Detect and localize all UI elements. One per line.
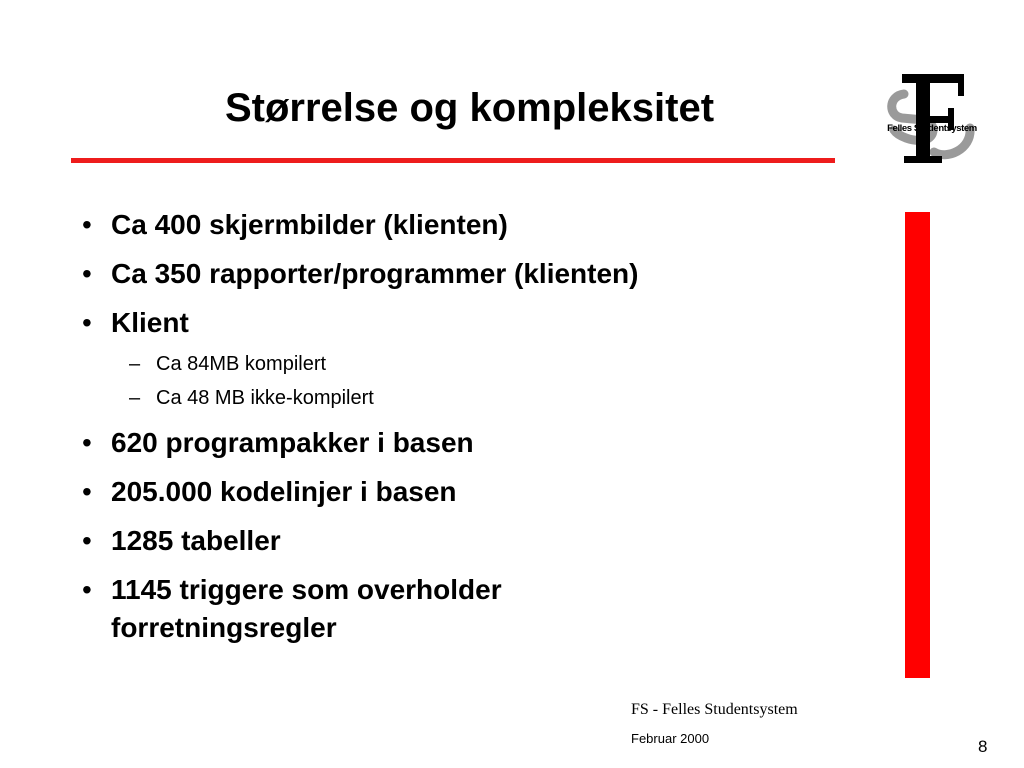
footer-date: Februar 2000: [631, 731, 710, 746]
bullet-item: [76, 473, 876, 511]
bullet-item: [76, 571, 631, 647]
bullet-item: [76, 255, 876, 293]
sub-bullet-item: [111, 383, 876, 413]
sub-bullet-list: [111, 349, 876, 413]
fs-logo-icon: [884, 72, 980, 168]
bullet-dot-icon: •: [82, 209, 92, 240]
sub-bullet-item: [111, 349, 876, 379]
bullet-text: Ca 350 rapporter/programmer (klienten): [111, 258, 639, 289]
page-number: 8: [978, 737, 988, 756]
bullet-item: [76, 304, 876, 413]
sub-bullet-text: Ca 84MB kompilert: [156, 353, 327, 375]
bullet-dot-icon: •: [82, 476, 92, 507]
bullet-item: [76, 522, 876, 560]
bullet-list: [76, 206, 876, 658]
bullet-text: 1145 triggere som overholder forretningsregler: [111, 574, 502, 643]
bullet-dot-icon: •: [82, 525, 92, 556]
bullet-item: [76, 424, 876, 462]
bullet-dot-icon: •: [82, 307, 92, 338]
dash-icon: –: [129, 353, 141, 375]
bullet-text: 1285 tabeller: [111, 525, 281, 556]
bullet-text: Ca 400 skjermbilder (klienten): [111, 209, 508, 240]
dash-icon: –: [129, 387, 141, 409]
bullet-text: Klient: [111, 307, 189, 338]
footer-name: FS - Felles Studentsystem: [631, 701, 798, 718]
bullet-item: [76, 206, 876, 244]
slide-title: Størrelse og kompleksitet: [224, 86, 715, 130]
bullet-dot-icon: •: [82, 427, 92, 458]
bullet-dot-icon: •: [82, 258, 92, 289]
bullet-text: 620 programpakker i basen: [111, 427, 474, 458]
bullet-dot-icon: •: [82, 574, 92, 605]
bullet-text: 205.000 kodelinjer i basen: [111, 476, 457, 507]
logo-caption: Felles Studentsystem: [887, 123, 977, 134]
red-side-bar: [905, 212, 930, 678]
title-underline: [71, 158, 835, 163]
sub-bullet-text: Ca 48 MB ikke-kompilert: [156, 387, 374, 409]
